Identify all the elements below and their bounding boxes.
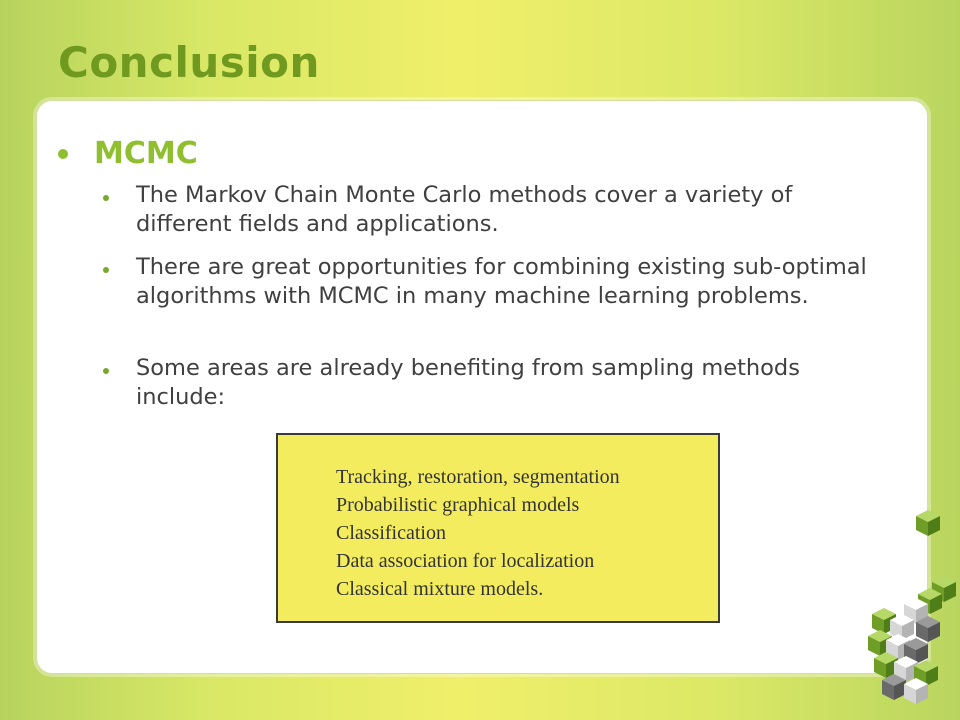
sub-bullet-text: The Markov Chain Monte Carlo methods cover a variety of different fields and applications. (136, 182, 793, 237)
application-areas-box (276, 433, 720, 623)
bullet-label: MCMC (94, 136, 198, 171)
box-item: Data association for localization (336, 550, 595, 572)
sub-bullet-2 (103, 253, 883, 311)
box-item: Classification (336, 522, 446, 544)
box-item: Probabilistic graphical models (336, 494, 580, 516)
sub-bullet-text: There are great opportunities for combining existing sub-optimal algorithms with MCMC in many machine learning problems. (136, 254, 867, 309)
slide-title: Conclusion (58, 38, 320, 87)
bullet-dot-icon (58, 149, 68, 159)
box-item: Tracking, restoration, segmentation (336, 466, 620, 488)
sub-bullet-dot-icon (103, 267, 109, 273)
sub-bullet-text: Some areas are already benefiting from sampling methods include: (136, 355, 800, 410)
sub-bullet-3 (103, 354, 883, 412)
sub-bullet-dot-icon (103, 368, 109, 374)
bullet-mcmc (58, 136, 198, 171)
box-item: Classical mixture models. (336, 578, 544, 600)
decorative-cubes-icon (860, 508, 960, 720)
sub-bullet-dot-icon (103, 195, 109, 201)
sub-bullet-1 (103, 181, 883, 239)
